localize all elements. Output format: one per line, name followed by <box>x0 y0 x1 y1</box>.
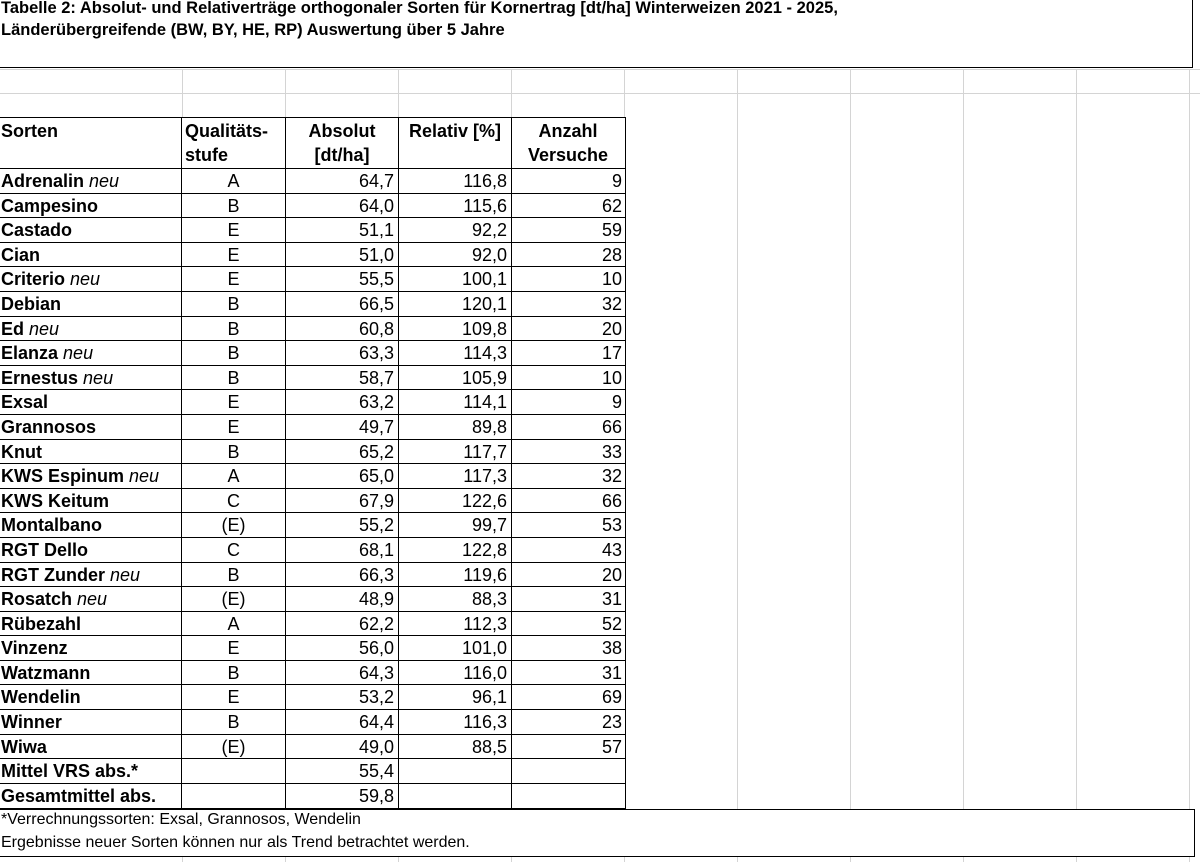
cell-anzahl: 23 <box>601 712 622 733</box>
footnote-line-1: *Verrechnungssorten: Exsal, Grannosos, Wendelin <box>1 811 361 828</box>
table-row <box>0 169 625 194</box>
table-row <box>0 267 625 292</box>
cell-qualitaetsstufe: B <box>182 341 286 365</box>
cell-qualitaetsstufe: E <box>182 218 286 242</box>
summary-absolut: 59,8 <box>286 784 399 809</box>
header-anzahl-versuche <box>512 118 624 168</box>
cell-anzahl: 53 <box>601 515 622 536</box>
cell-anzahl: 66 <box>601 490 622 511</box>
cell-anzahl: 31 <box>601 589 622 610</box>
table-row <box>0 489 625 514</box>
summary-empty-stufe <box>182 759 286 783</box>
cell-qualitaetsstufe: E <box>182 390 286 414</box>
cell-absolut: 48,9 <box>286 587 399 611</box>
summary-label: Gesamtmittel abs. <box>0 784 182 809</box>
cell-qualitaetsstufe: C <box>182 538 286 562</box>
sorte-name: Debian <box>1 293 62 314</box>
cell-absolut: 49,0 <box>286 735 399 759</box>
cell-anzahl: 59 <box>601 220 622 241</box>
cell-sorte <box>0 218 182 242</box>
cell-sorte <box>0 267 182 291</box>
cell-anzahl: 57 <box>601 736 622 757</box>
cell-sorte <box>0 317 182 341</box>
cell-relativ: 105,9 <box>399 366 512 390</box>
header-absolut-line-2: [dt/ha] <box>314 145 370 165</box>
cell-anzahl: 38 <box>601 638 622 659</box>
cell-qualitaetsstufe: E <box>182 685 286 709</box>
cell-absolut: 60,8 <box>286 317 399 341</box>
cell-anzahl: 52 <box>601 613 622 634</box>
cell-qualitaetsstufe: B <box>182 563 286 587</box>
table-summary <box>0 759 625 808</box>
table-row <box>0 390 625 415</box>
table-title-line-2: Länderübergreifende (BW, BY, HE, RP) Auswertung über 5 Jahre <box>1 21 505 39</box>
header-anzahl-line-2: Versuche <box>527 145 609 165</box>
table-title-line-1: Tabelle 2: Absolut- und Relativerträge orthogonaler Sorten für Kornertrag [dt/ha] Winterweizen 2021 - 2025, <box>1 0 838 17</box>
sorte-name: Montalbano <box>1 515 102 536</box>
cell-anzahl: 17 <box>601 343 622 364</box>
cell-absolut: 64,4 <box>286 710 399 734</box>
neu-marker: neu <box>83 367 114 388</box>
cell-qualitaetsstufe: A <box>182 612 286 636</box>
cell-relativ: 122,6 <box>399 489 512 513</box>
cell-absolut: 64,0 <box>286 194 399 218</box>
cell-anzahl: 32 <box>601 293 622 314</box>
summary-absolut: 55,4 <box>286 759 399 783</box>
header-absolut-line-1: Absolut <box>308 121 376 141</box>
table-row <box>0 194 625 219</box>
sorte-name: Castado <box>1 220 73 241</box>
cell-absolut: 55,5 <box>286 267 399 291</box>
header-qualitaetsstufe <box>182 118 286 168</box>
cell-relativ: 92,0 <box>399 243 512 267</box>
sorte-name: Watzmann <box>1 662 91 683</box>
cell-anzahl: 28 <box>601 244 622 265</box>
table-row <box>0 661 625 686</box>
cell-sorte <box>0 685 182 709</box>
cell-sorte <box>0 489 182 513</box>
neu-marker: neu <box>110 564 141 585</box>
cell-relativ: 109,8 <box>399 317 512 341</box>
header-anzahl-line-1: Anzahl <box>538 121 598 141</box>
cell-relativ: 114,1 <box>399 390 512 414</box>
cell-anzahl: 10 <box>601 269 622 290</box>
footnote-box <box>0 809 1195 857</box>
cell-qualitaetsstufe: E <box>182 267 286 291</box>
table-row <box>0 440 625 465</box>
cell-sorte <box>0 243 182 267</box>
table-row <box>0 735 625 760</box>
cell-qualitaetsstufe: E <box>182 415 286 439</box>
table-row <box>0 538 625 563</box>
sorte-name: Rübezahl <box>1 613 82 634</box>
cell-anzahl: 33 <box>601 441 622 462</box>
cell-qualitaetsstufe: B <box>182 661 286 685</box>
cell-sorte <box>0 636 182 660</box>
cell-relativ: 88,3 <box>399 587 512 611</box>
cell-qualitaetsstufe: B <box>182 710 286 734</box>
sorte-name: KWS Keitum <box>1 490 109 511</box>
cell-qualitaetsstufe: (E) <box>182 587 286 611</box>
cell-sorte <box>0 194 182 218</box>
summary-empty-relativ <box>399 784 512 809</box>
cell-relativ: 116,8 <box>399 169 512 193</box>
table-body <box>0 169 625 759</box>
cell-absolut: 66,3 <box>286 563 399 587</box>
cell-anzahl: 32 <box>601 466 622 487</box>
cell-sorte <box>0 464 182 488</box>
cell-sorte <box>0 169 182 193</box>
cell-sorte <box>0 661 182 685</box>
cell-relativ: 120,1 <box>399 292 512 316</box>
cell-anzahl: 66 <box>601 416 622 437</box>
summary-row <box>0 759 625 784</box>
summary-row <box>0 784 625 809</box>
header-qualitaet-line-1: Qualitäts- <box>185 121 269 141</box>
cell-relativ: 116,0 <box>399 661 512 685</box>
cell-relativ: 116,3 <box>399 710 512 734</box>
cell-absolut: 56,0 <box>286 636 399 660</box>
cell-relativ: 100,1 <box>399 267 512 291</box>
table-row <box>0 685 625 710</box>
cell-sorte <box>0 341 182 365</box>
cell-relativ: 99,7 <box>399 513 512 537</box>
cell-relativ: 92,2 <box>399 218 512 242</box>
sorte-name: Knut <box>1 441 42 462</box>
cell-sorte <box>0 612 182 636</box>
cell-qualitaetsstufe: B <box>182 366 286 390</box>
table-row <box>0 563 625 588</box>
cell-anzahl: 20 <box>601 564 622 585</box>
table-row <box>0 636 625 661</box>
table-row <box>0 612 625 637</box>
cell-relativ: 89,8 <box>399 415 512 439</box>
sorte-name: Grannosos <box>1 416 97 437</box>
cell-anzahl: 9 <box>611 171 622 191</box>
cell-absolut: 63,3 <box>286 341 399 365</box>
table-row <box>0 243 625 268</box>
cell-relativ: 96,1 <box>399 685 512 709</box>
table-header-row <box>0 118 625 169</box>
cell-absolut: 68,1 <box>286 538 399 562</box>
cell-sorte <box>0 735 182 759</box>
cell-anzahl: 31 <box>601 662 622 683</box>
cell-absolut: 51,1 <box>286 218 399 242</box>
table-row <box>0 341 625 366</box>
cell-qualitaetsstufe: C <box>182 489 286 513</box>
sorte-name: Exsal <box>1 392 49 413</box>
cell-sorte <box>0 538 182 562</box>
cell-absolut: 65,2 <box>286 440 399 464</box>
cell-anzahl: 9 <box>611 392 622 413</box>
header-qualitaet-line-2: stufe <box>185 145 229 165</box>
cell-qualitaetsstufe: B <box>182 440 286 464</box>
cell-sorte <box>0 415 182 439</box>
neu-marker: neu <box>63 343 94 364</box>
table-row <box>0 415 625 440</box>
cell-qualitaetsstufe: A <box>182 169 286 193</box>
cell-relativ: 117,7 <box>399 440 512 464</box>
cell-anzahl: 69 <box>601 687 622 708</box>
yield-table <box>0 117 626 809</box>
table-row <box>0 513 625 538</box>
summary-empty-anzahl <box>512 759 624 783</box>
sorte-name: Rosatch <box>1 589 73 610</box>
table-title-box <box>0 0 1193 68</box>
neu-marker: neu <box>77 589 108 610</box>
cell-absolut: 49,7 <box>286 415 399 439</box>
cell-absolut: 63,2 <box>286 390 399 414</box>
cell-anzahl: 10 <box>601 367 622 388</box>
footnote-line-2: Ergebnisse neuer Sorten können nur als Trend betrachtet werden. <box>1 834 470 851</box>
sorte-name: RGT Dello <box>1 539 89 560</box>
cell-absolut: 66,5 <box>286 292 399 316</box>
cell-sorte <box>0 710 182 734</box>
sorte-name: Cian <box>1 244 41 265</box>
cell-absolut: 51,0 <box>286 243 399 267</box>
cell-absolut: 65,0 <box>286 464 399 488</box>
sorte-name: KWS Espinum <box>1 466 125 487</box>
sorte-name: Campesino <box>1 195 99 216</box>
cell-sorte <box>0 292 182 316</box>
cell-sorte <box>0 440 182 464</box>
sorte-name: Ernestus <box>1 367 79 388</box>
neu-marker: neu <box>70 269 101 290</box>
sorte-name: Ed <box>1 318 25 339</box>
cell-sorte <box>0 366 182 390</box>
cell-relativ: 112,3 <box>399 612 512 636</box>
cell-sorte <box>0 513 182 537</box>
table-row <box>0 218 625 243</box>
cell-qualitaetsstufe: B <box>182 292 286 316</box>
neu-marker: neu <box>129 466 160 487</box>
table-row <box>0 464 625 489</box>
cell-absolut: 64,7 <box>286 169 399 193</box>
cell-qualitaetsstufe: (E) <box>182 735 286 759</box>
cell-sorte <box>0 563 182 587</box>
sorte-name: Winner <box>1 712 62 733</box>
summary-label: Mittel VRS abs.* <box>0 759 182 783</box>
summary-empty-relativ <box>399 759 512 783</box>
cell-sorte <box>0 390 182 414</box>
neu-marker: neu <box>89 171 120 191</box>
cell-relativ: 88,5 <box>399 735 512 759</box>
cell-absolut: 55,2 <box>286 513 399 537</box>
table-row <box>0 366 625 391</box>
sorte-name: Criterio <box>1 269 66 290</box>
sorte-name: RGT Zunder <box>1 564 105 585</box>
cell-absolut: 64,3 <box>286 661 399 685</box>
cell-relativ: 101,0 <box>399 636 512 660</box>
cell-absolut: 58,7 <box>286 366 399 390</box>
cell-anzahl: 62 <box>601 195 622 216</box>
cell-qualitaetsstufe: A <box>182 464 286 488</box>
cell-absolut: 67,9 <box>286 489 399 513</box>
cell-relativ: 119,6 <box>399 563 512 587</box>
table-row <box>0 587 625 612</box>
sorte-name: Adrenalin <box>1 171 85 191</box>
table-row <box>0 292 625 317</box>
cell-anzahl: 43 <box>601 539 622 560</box>
cell-relativ: 114,3 <box>399 341 512 365</box>
cell-qualitaetsstufe: B <box>182 194 286 218</box>
sorte-name: Elanza <box>1 343 59 364</box>
table-row <box>0 317 625 342</box>
neu-marker: neu <box>29 318 60 339</box>
cell-relativ: 122,8 <box>399 538 512 562</box>
header-absolut <box>286 118 399 168</box>
cell-qualitaetsstufe: E <box>182 243 286 267</box>
cell-relativ: 115,6 <box>399 194 512 218</box>
sorte-name: Wiwa <box>1 736 47 757</box>
cell-qualitaetsstufe: E <box>182 636 286 660</box>
sorte-name: Vinzenz <box>1 638 68 659</box>
table-row <box>0 710 625 735</box>
summary-empty-anzahl <box>512 784 624 809</box>
cell-absolut: 53,2 <box>286 685 399 709</box>
header-sorten: Sorten <box>0 118 182 168</box>
cell-relativ: 117,3 <box>399 464 512 488</box>
sorte-name: Wendelin <box>1 687 81 708</box>
summary-empty-stufe <box>182 784 286 809</box>
cell-anzahl: 20 <box>601 318 622 339</box>
cell-qualitaetsstufe: (E) <box>182 513 286 537</box>
header-relativ: Relativ [%] <box>399 118 512 168</box>
cell-absolut: 62,2 <box>286 612 399 636</box>
cell-qualitaetsstufe: B <box>182 317 286 341</box>
cell-sorte <box>0 587 182 611</box>
